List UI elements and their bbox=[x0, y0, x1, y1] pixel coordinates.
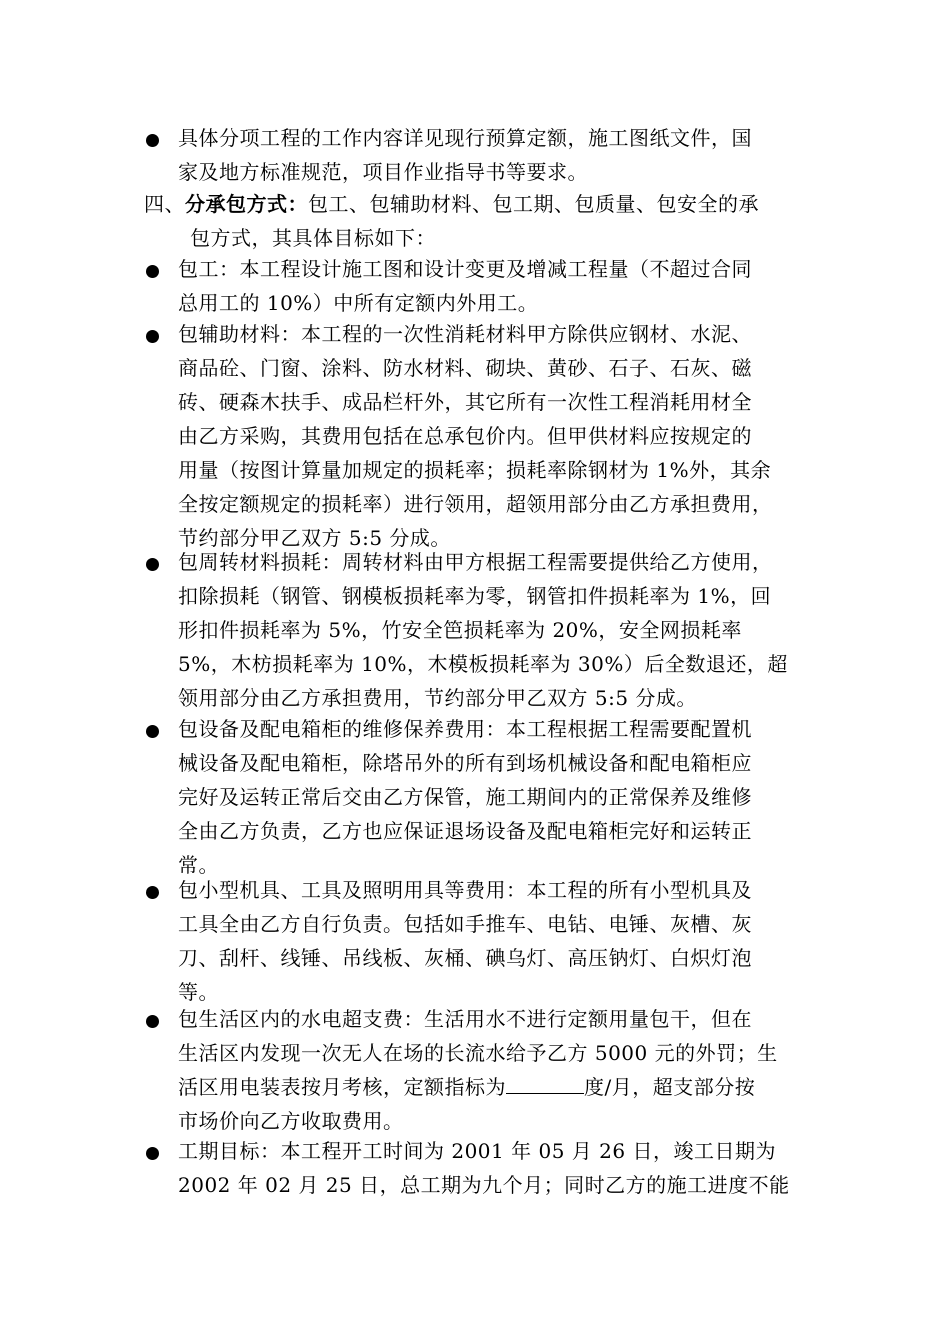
bullet-icon bbox=[146, 725, 159, 738]
text-line: 工具全由乙方自行负责。包括如手推车、电钻、电锤、灰槽、灰 bbox=[178, 912, 752, 936]
text-line: 等。 bbox=[178, 980, 219, 1004]
text-segment: 活区用电装表按月考核，定额指标为 bbox=[178, 1075, 506, 1099]
text-line: 完好及运转正常后交由乙方保管，施工期间内的正常保养及维修 bbox=[178, 785, 752, 809]
bullet-icon bbox=[146, 265, 159, 278]
bullet-icon bbox=[146, 1015, 159, 1028]
text-line: 生活区内发现一次无人在场的长流水给予乙方 5000 元的外罚；生 bbox=[178, 1041, 778, 1065]
text-line: 常。 bbox=[178, 853, 219, 877]
heading-line bbox=[144, 188, 759, 220]
bullet-icon bbox=[146, 1147, 159, 1160]
text-line: 家及地方标准规范，项目作业指导书等要求。 bbox=[178, 160, 588, 184]
text-line: 包工：本工程设计施工图和设计变更及增减工程量（不超过合同 bbox=[178, 257, 752, 281]
bullet-icon bbox=[146, 558, 159, 571]
text-line: 总用工的 10%）中所有定额内外用工。 bbox=[178, 291, 539, 315]
bullet-icon bbox=[146, 886, 159, 899]
text-segment: 度/月，超支部分按 bbox=[584, 1075, 756, 1099]
text-line: 包辅助材料：本工程的一次性消耗材料甲方除供应钢材、水泥、 bbox=[178, 322, 752, 346]
text-line: 5%，木枋损耗率为 10%，木模板损耗率为 30%）后全数退还，超 bbox=[178, 652, 788, 676]
bullet-icon bbox=[146, 330, 159, 343]
text-line: 市场价向乙方收取费用。 bbox=[178, 1109, 404, 1133]
text-line: 扣除损耗（钢管、钢模板损耗率为零，钢管扣件损耗率为 1%，回 bbox=[178, 584, 772, 608]
text-line: 2002 年 02 月 25 日，总工期为九个月；同时乙方的施工进度不能 bbox=[178, 1173, 790, 1197]
heading-text: 包工、包辅助材料、包工期、包质量、包安全的承 bbox=[308, 192, 759, 216]
text-line: 包周转材料损耗：周转材料由甲方根据工程需要提供给乙方使用， bbox=[178, 550, 773, 574]
text-line: 全按定额规定的损耗率）进行领用，超领用部分由乙方承担费用， bbox=[178, 492, 773, 516]
fill-in-blank bbox=[506, 1071, 584, 1094]
text-line: 械设备及配电箱柜，除塔吊外的所有到场机械设备和配电箱柜应 bbox=[178, 751, 752, 775]
text-line: 具体分项工程的工作内容详见现行预算定额，施工图纸文件，国 bbox=[178, 126, 752, 150]
text-line: 领用部分由乙方承担费用，节约部分甲乙双方 5:5 分成。 bbox=[178, 686, 697, 710]
text-line: 包方式，其具体目标如下： bbox=[190, 226, 436, 250]
text-line: 形扣件损耗率为 5%，竹安全笆损耗率为 20%，安全网损耗率 bbox=[178, 618, 742, 642]
heading-number: 四、 bbox=[144, 192, 185, 216]
text-line bbox=[178, 1071, 755, 1103]
text-line: 全由乙方负责，乙方也应保证退场设备及配电箱柜完好和运转正 bbox=[178, 819, 752, 843]
bullet-icon bbox=[146, 134, 159, 147]
text-line: 商品砼、门窗、涂料、防水材料、砌块、黄砂、石子、石灰、磁 bbox=[178, 356, 752, 380]
heading-title: 分承包方式： bbox=[185, 192, 308, 216]
text-line: 包设备及配电箱柜的维修保养费用：本工程根据工程需要配置机 bbox=[178, 717, 752, 741]
text-line: 节约部分甲乙双方 5:5 分成。 bbox=[178, 526, 451, 550]
text-line: 包生活区内的水电超支费：生活用水不进行定额用量包干，但在 bbox=[178, 1007, 752, 1031]
text-line: 刀、刮杆、线锤、吊线板、灰桶、碘乌灯、高压钠灯、白炽灯泡 bbox=[178, 946, 752, 970]
text-line: 工期目标：本工程开工时间为 2001 年 05 月 26 日，竣工日期为 bbox=[178, 1139, 776, 1163]
text-line: 砖、硬森木扶手、成品栏杆外，其它所有一次性工程消耗用材全 bbox=[178, 390, 752, 414]
text-line: 用量（按图计算量加规定的损耗率；损耗率除钢材为 1%外，其余 bbox=[178, 458, 772, 482]
text-line: 包小型机具、工具及照明用具等费用：本工程的所有小型机具及 bbox=[178, 878, 752, 902]
text-line: 由乙方采购，其费用包括在总承包价内。但甲供材料应按规定的 bbox=[178, 424, 752, 448]
